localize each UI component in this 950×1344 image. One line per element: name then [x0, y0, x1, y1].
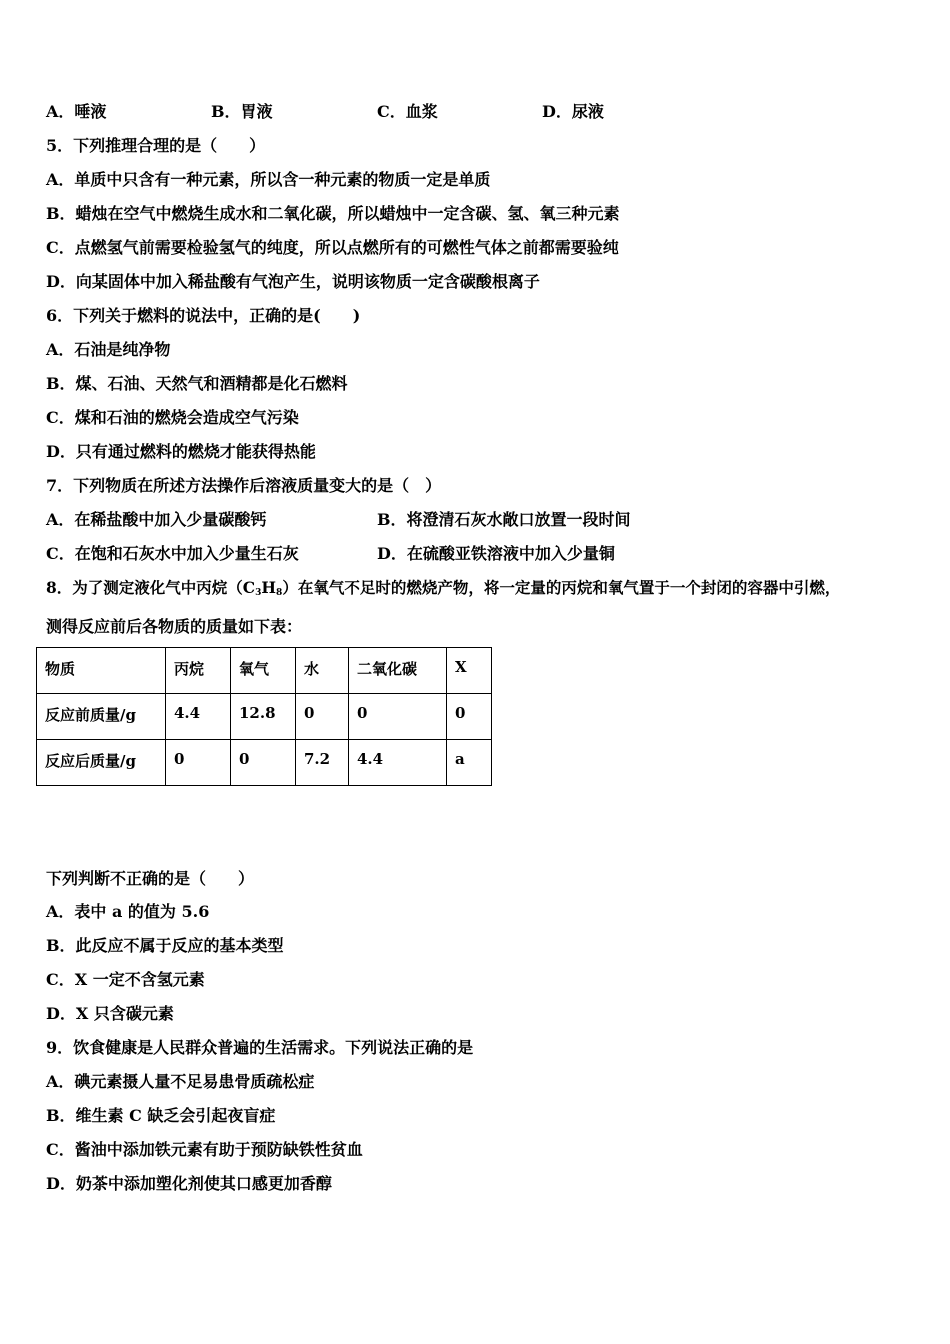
q8-option-d: D．X 只含碳元素 [46, 1004, 174, 1023]
q8-question: 下列判断不正确的是（ ） [46, 869, 255, 888]
table-header-cell: X [447, 648, 492, 694]
q7-stem: 7．下列物质在所述方法操作后溶液质量变大的是（ ） [46, 476, 442, 495]
q6-option-d: D．只有通过燃料的燃烧才能获得热能 [46, 442, 316, 461]
table-cell: 0 [349, 694, 447, 740]
mass-table [36, 647, 492, 786]
table-header-cell: 物质 [37, 648, 166, 694]
q4-option-d: D．尿液 [542, 102, 604, 121]
table-cell: 0 [447, 694, 492, 740]
q5-option-b: B．蜡烛在空气中燃烧生成水和二氧化碳，所以蜡烛中一定含碳、氢、氧三种元素 [46, 204, 620, 223]
q8-h: H [261, 578, 277, 597]
q5-option-d: D．向某固体中加入稀盐酸有气泡产生，说明该物质一定含碳酸根离子 [46, 272, 540, 291]
q5-option-a: A．单质中只含有一种元素，所以含一种元素的物质一定是单质 [46, 170, 491, 189]
q8-sub-8: 8 [276, 588, 283, 598]
q8-stem-2: 测得反应前后各物质的质量如下表： [46, 617, 303, 636]
table-cell: 0 [166, 740, 231, 786]
q8-option-c: C．X 一定不含氢元素 [46, 970, 205, 989]
q9-stem: 9．饮食健康是人民群众普遍的生活需求。下列说法正确的是 [46, 1038, 474, 1057]
table-header-cell: 二氧化碳 [349, 648, 447, 694]
q8-sub-3: 3 [255, 588, 262, 598]
table-cell: 4.4 [349, 740, 447, 786]
table-cell: 12.8 [231, 694, 296, 740]
table-header-cell: 水 [296, 648, 349, 694]
q9-option-d: D．奶茶中添加塑化剂使其口感更加香醇 [46, 1174, 332, 1193]
q6-option-c: C．煤和石油的燃烧会造成空气污染 [46, 408, 299, 427]
q8-option-b: B．此反应不属于反应的基本类型 [46, 936, 284, 955]
q4-option-c: C．血浆 [377, 102, 438, 121]
q6-stem: 6．下列关于燃料的说法中，正确的是( ) [46, 306, 361, 325]
q7-option-d: D．在硫酸亚铁溶液中加入少量铜 [377, 544, 615, 563]
table-header-row [37, 648, 492, 694]
q8-stem-post: ）在氧气不足时的燃烧产物，将一定量的丙烷和氧气置于一个封闭的容器中引燃， [282, 578, 841, 597]
q9-option-a: A．碘元素摄人量不足易患骨质疏松症 [46, 1072, 315, 1091]
q8-option-a: A．表中 a 的值为 5.6 [46, 902, 210, 921]
q8-stem-pre: 8．为了测定液化气中丙烷（C [46, 578, 256, 597]
q7-option-c: C．在饱和石灰水中加入少量生石灰 [46, 544, 299, 563]
q4-option-b: B．胃液 [211, 102, 273, 121]
q6-option-a: A．石油是纯净物 [46, 340, 171, 359]
q9-option-c: C．酱油中添加铁元素有助于预防缺铁性贫血 [46, 1140, 363, 1159]
q9-option-b: B．维生素 C 缺乏会引起夜盲症 [46, 1106, 276, 1125]
table-row [37, 740, 492, 786]
table-header-cell: 丙烷 [166, 648, 231, 694]
table-row [37, 694, 492, 740]
table-cell: 4.4 [166, 694, 231, 740]
q7-option-a: A．在稀盐酸中加入少量碳酸钙 [46, 510, 267, 529]
table-cell: a [447, 740, 492, 786]
table-cell: 0 [296, 694, 349, 740]
table-cell: 反应后质量/g [37, 740, 166, 786]
table-cell: 0 [231, 740, 296, 786]
q8-stem [46, 578, 840, 603]
q4-option-a: A．唾液 [46, 102, 107, 121]
q7-option-b: B．将澄清石灰水敞口放置一段时间 [377, 510, 631, 529]
table-cell: 反应前质量/g [37, 694, 166, 740]
table-header-cell: 氧气 [231, 648, 296, 694]
q5-option-c: C．点燃氢气前需要检验氢气的纯度，所以点燃所有的可燃性气体之前都需要验纯 [46, 238, 619, 257]
table-cell: 7.2 [296, 740, 349, 786]
q5-stem: 5．下列推理合理的是（ ） [46, 136, 266, 155]
q6-option-b: B．煤、石油、天然气和酒精都是化石燃料 [46, 374, 348, 393]
